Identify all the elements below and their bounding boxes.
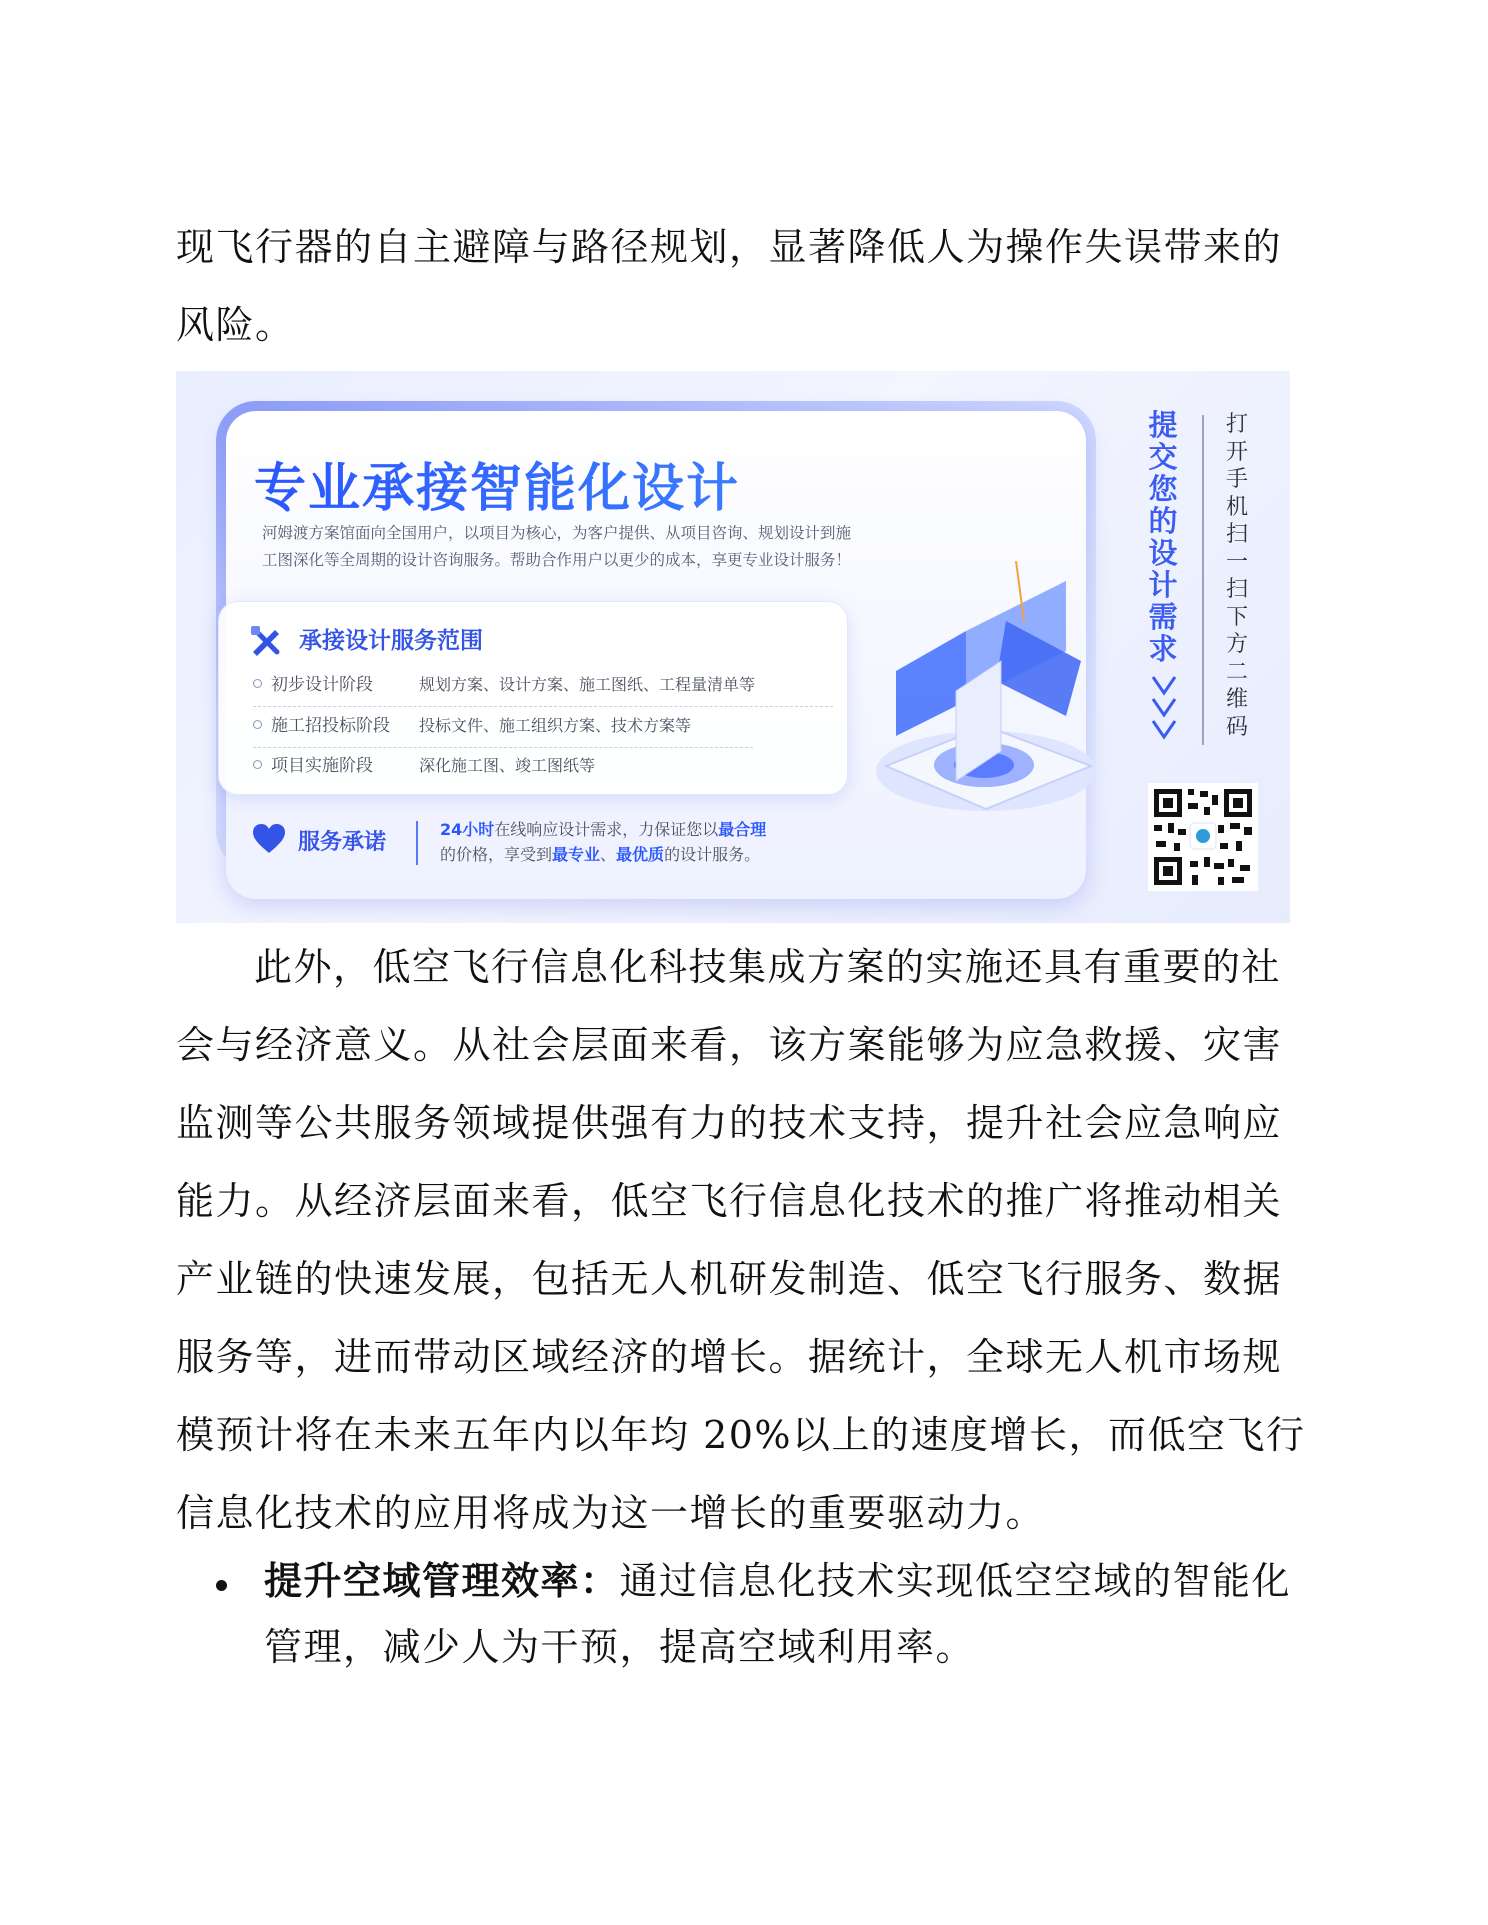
promise-segment: 、 (600, 845, 617, 864)
design-tools-icon (249, 624, 283, 658)
banner-title: 专业承接智能化设计 (254, 446, 740, 521)
vertical-cta-text: 提交您的设计需求 (1148, 408, 1178, 666)
bullet-dot-icon (216, 1580, 227, 1591)
3d-logo-illustration (866, 551, 1126, 851)
scope-stage: 施工招投标阶段 (271, 716, 390, 736)
promise-highlight: 最合理 (718, 820, 767, 839)
scan-hint-text: 打开手机 扫一扫下方二维码 (1225, 412, 1248, 740)
promise-highlight: 最专业 (552, 845, 601, 864)
banner-description (262, 520, 962, 574)
chevron-down-icon (1148, 673, 1180, 749)
bullet-text (264, 1548, 1312, 1680)
paragraph-continuation: 现飞行器的自主避障与路径规划，显著降低人为操作失误带来的风险。 (176, 225, 1283, 347)
promise-highlight: 24小时 (440, 820, 495, 839)
heart-icon (251, 823, 287, 855)
design-service-banner[interactable] (176, 371, 1290, 923)
bullet-body: 通过信息化技术实现低空空域的智能化管理，减少人为干预，提高空域利用率。 (264, 1559, 1292, 1669)
banner-desc-line1: 河姆渡方案馆面向全国用户，以项目为核心，为客户提供、从项目咨询、规划设计到施 (262, 524, 852, 542)
service-scope-title: 承接设计服务范围 (299, 628, 483, 654)
service-scope-panel (218, 601, 848, 795)
promise-divider (416, 821, 418, 865)
promise-title: 服务承诺 (298, 830, 387, 855)
bullet-circle-icon (253, 720, 262, 729)
scope-row (253, 751, 833, 787)
scope-row (253, 711, 753, 748)
scope-detail: 深化施工图、竣工图纸等 (419, 756, 596, 775)
scope-detail: 规划方案、设计方案、施工图纸、工程量清单等 (419, 675, 756, 694)
scope-detail: 投标文件、施工组织方案、技术方案等 (419, 716, 692, 735)
promise-segment: 的价格，享受到 (440, 845, 553, 864)
scope-stage: 项目实施阶段 (271, 756, 373, 776)
bullet-label: 提升空域管理效率： (264, 1558, 620, 1603)
scope-row (253, 670, 833, 707)
paragraph-social-economic: 此外，低空飞行信息化科技集成方案的实施还具有重要的社会与经济意义。从社会层面来看，该方案能够为应急救援、灾害监测等公共服务领域提供强有力的技术支持，提升社会应急响应能力。从经济层面来看，低空飞行信息化技术的推广将推动相关产业链的快速发展，包括无人机研发制造、低空飞行服务、数据服务等，进而带动区域经济的增长。据统计，全球无人机市场规模预计将在未来五年内以年均 20%以上的速度增长，而低空飞行信息化技术的应用将成为这一增长的重要驱动力。 (176, 945, 1306, 1535)
bullet-circle-icon (253, 760, 262, 769)
bullet-circle-icon (253, 679, 262, 688)
promise-segment: 的设计服务。 (664, 845, 761, 864)
banner-desc-line2: 工图深化等全周期的设计咨询服务。帮助合作用户以更少的成本，享更专业设计服务！ (262, 551, 852, 569)
scope-stage: 初步设计阶段 (271, 675, 373, 695)
vertical-divider (1202, 415, 1204, 745)
promise-segment: 在线响应设计需求，力保证您以 (494, 820, 719, 839)
qr-code-icon[interactable] (1148, 783, 1258, 891)
promise-text (440, 817, 766, 867)
promise-highlight: 最优质 (616, 845, 665, 864)
bullet-item (222, 1548, 1312, 1680)
